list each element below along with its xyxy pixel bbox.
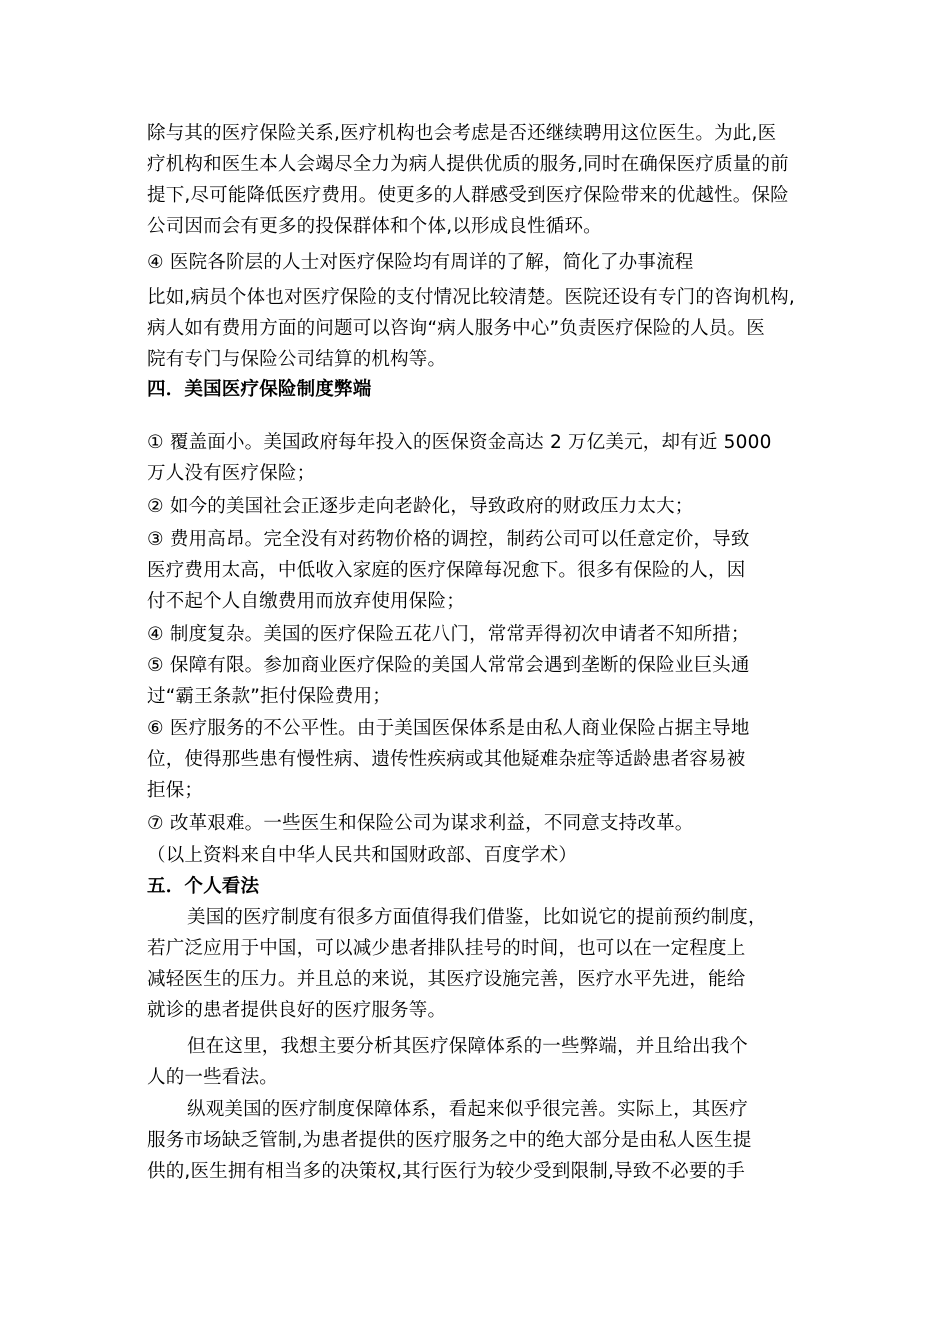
- list-item: ④ 制度复杂。美国的医疗保险五花八门，常常弄得初次申请者不知所措；: [147, 624, 750, 645]
- section-heading: 五．个人看法: [147, 876, 260, 897]
- text-line: 疗机构和医生本人会竭尽全力为病人提供优质的服务,同时在确保医疗质量的前: [147, 154, 789, 175]
- paragraph-line: 纵观美国的医疗制度保障体系，看起来似乎很完善。实际上，其医疗: [187, 1099, 749, 1120]
- paragraph-line: 若广泛应用于中国，可以减少患者排队挂号的时间，也可以在一定程度上: [147, 938, 746, 959]
- paragraph-line: 美国的医疗制度有很多方面值得我们借鉴，比如说它的提前预约制度，: [187, 907, 767, 928]
- paragraph-line: 人的一些看法。: [147, 1067, 278, 1088]
- text-line: 过“霸王条款”拒付保险费用；: [147, 686, 391, 707]
- text-line: 提下,尽可能降低医疗费用。使更多的人群感受到医疗保险带来的优越性。保险: [147, 185, 789, 206]
- list-item: ⑥ 医疗服务的不公平性。由于美国医保体系是由私人商业保险占据主导地: [147, 718, 750, 739]
- text-line: 院有专门与保险公司结算的机构等。: [147, 349, 447, 370]
- list-item: ① 覆盖面小。美国政府每年投入的医保资金高达 2 万亿美元，却有近 5000: [147, 432, 772, 453]
- list-item: ⑤ 保障有限。参加商业医疗保险的美国人常常会遇到垄断的保险业巨头通: [147, 655, 750, 676]
- text-line: 公司因而会有更多的投保群体和个体,以形成良性循环。: [147, 216, 602, 237]
- text-line: 医疗费用太高，中低收入家庭的医疗保障每况愈下。很多有保险的人，因: [147, 560, 746, 581]
- text-line: ④ 医院各阶层的人士对医疗保险均有周详的了解，简化了办事流程: [147, 252, 694, 273]
- list-item: ③ 费用高昂。完全没有对药物价格的调控，制药公司可以任意定价，导致: [147, 529, 750, 550]
- text-line: 万人没有医疗保险；: [147, 463, 316, 484]
- text-line: 付不起个人自缴费用而放弃使用保险；: [147, 591, 465, 612]
- paragraph-line: 供的,医生拥有相当多的决策权,其行医行为较少受到限制,导致不必要的手: [147, 1161, 745, 1182]
- text-line: 病人如有费用方面的问题可以咨询“病人服务中心”负责医疗保险的人员。医: [147, 318, 765, 339]
- list-item: ② 如今的美国社会正逐步走向老龄化，导致政府的财政压力太大；: [147, 496, 694, 517]
- paragraph-line: 减轻医生的压力。并且总的来说，其医疗设施完善，医疗水平先进，能给: [147, 969, 746, 990]
- text-line: 拒保；: [147, 780, 204, 801]
- paragraph-line: 就诊的患者提供良好的医疗服务等。: [147, 1000, 447, 1021]
- paragraph-line: 服务市场缺乏管制,为患者提供的医疗服务之中的绝大部分是由私人医生提: [147, 1130, 752, 1151]
- source-note: （以上资料来自中华人民共和国财政部、百度学术）: [147, 845, 578, 866]
- paragraph-line: 但在这里，我想主要分析其医疗保障体系的一些弊端，并且给出我个: [187, 1036, 749, 1057]
- list-item: ⑦ 改革艰难。一些医生和保险公司为谋求利益，不同意支持改革。: [147, 813, 694, 834]
- section-heading: 四．美国医疗保险制度弊端: [147, 379, 372, 400]
- text-line: 除与其的医疗保险关系,医疗机构也会考虑是否还继续聘用这位医生。为此,医: [147, 123, 777, 144]
- text-line: 位，使得那些患有慢性病、遗传性疾病或其他疑难杂症等适龄患者容易被: [147, 749, 746, 770]
- text-line: 比如,病员个体也对医疗保险的支付情况比较清楚。医院还设有专门的咨询机构,: [147, 287, 795, 308]
